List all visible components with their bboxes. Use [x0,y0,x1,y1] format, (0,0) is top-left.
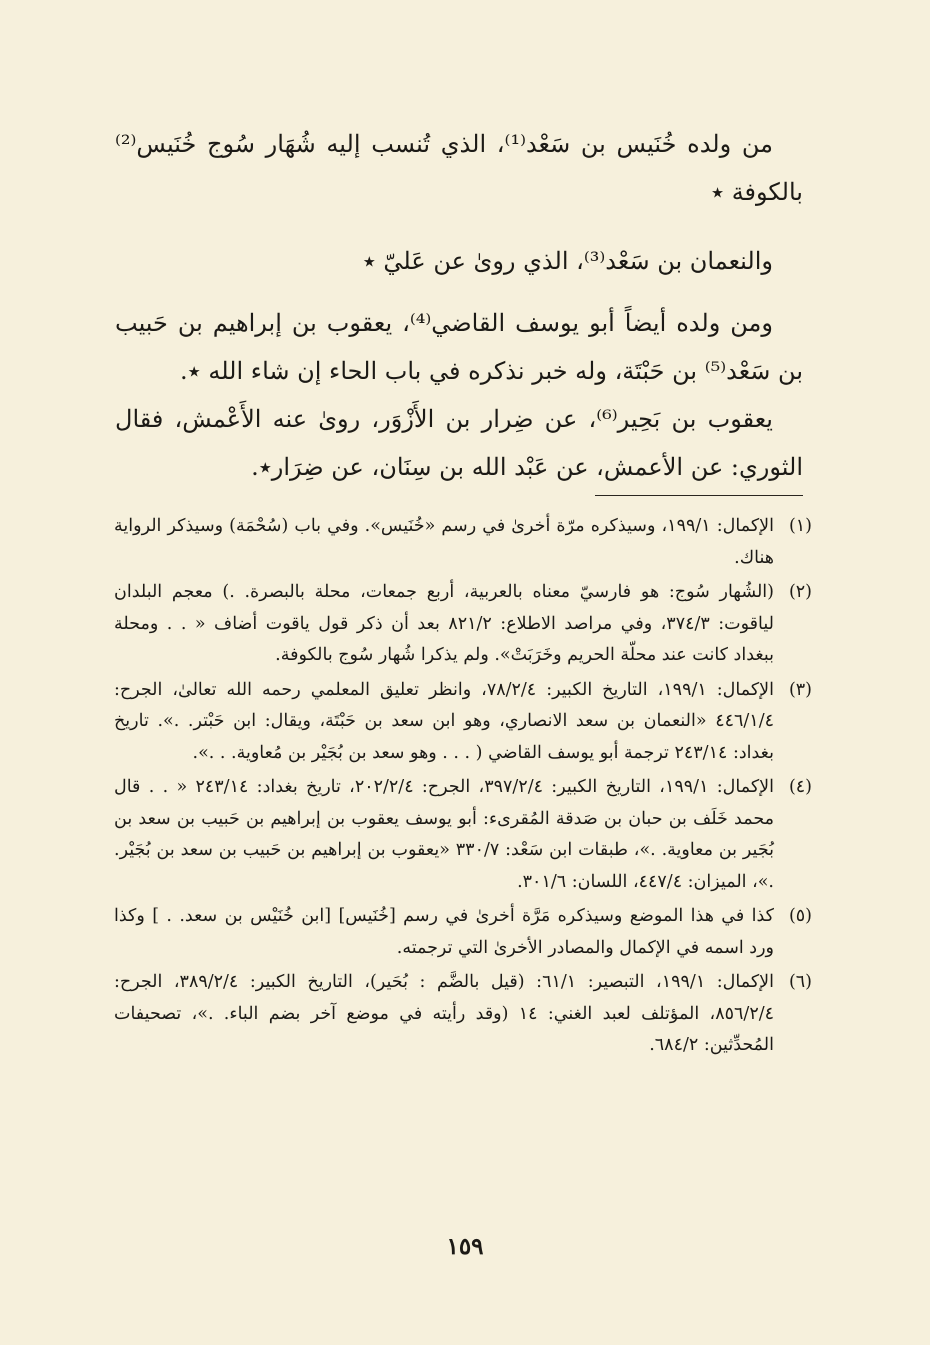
footnote-3 [114,675,812,770]
footnote-number: (١) [788,516,812,536]
paragraph-text: ومن ولده أيضاً أبو يوسف القاضي⁽⁴⁾، يعقوب بن إبراهيم بن حَبيب بن سَعْد⁽⁵⁾ بن حَبْتَة، وله خبر نذكره في باب الحاء إن شاء الله ٭. [115,309,803,385]
footnote-2 [114,577,812,672]
main-paragraph-4 [115,395,803,491]
main-paragraph-2 [115,237,803,285]
footnotes-section [114,511,812,1065]
footnote-text: الإكمال: ١٩٩/١، وسيذكره مرّة أخرىٰ في رسم «خُنَيس». وفي باب (سُحْمَة) وسيذكر الرواية هناك. [114,516,774,568]
footnote-1 [114,511,812,574]
main-paragraph-3 [115,299,803,395]
footnote-text: الإكمال: ١٩٩/١، التاريخ الكبير: ٧٨/٢/٤، وانظر تعليق المعلمي رحمه الله تعالىٰ، الجرح: ٤٤٦/١/٤ «النعمان بن سعد الانصاري، وهو ابن سعد بن حَبْتَة، ويقال: ابن حَبْتر. .». تاريخ بغداد: ٢٤٣/١٤ ترجمة أبو يوسف القاضي ( . . . وهو سعد بن بُجَيْر بن مُعاوية. . .». [114,679,775,763]
footnote-separator [595,495,803,496]
paragraph-text: يعقوب بن بَحِير⁽⁶⁾، عن ضِرار بن الأَزْوَر، روىٰ عنه الأَعْمش، فقال الثوري: عن الأعمش، عن عَبْد الله بن سِنَان، عن ضِرَار٭. [115,405,803,481]
main-paragraph-1 [115,120,803,216]
footnote-number: (٥) [788,906,812,926]
footnote-4 [114,772,812,898]
footnote-text: (الشُهار سُوج: هو فارسيّ معناه بالعربية، أربع جمعات، محلة بالبصرة. .) معجم البلدان لياقوت: ٣٧٤/٣، وفي مراصد الاطلاع: ٨٢١/٢ بعد أن ذكر قول ياقوت أضاف « . . ومحلة ببغداد كانت عند محلّة الحريم وخَرَبَتْ». ولم يذكرا شُهار سُوج بالكوفة. [114,582,774,665]
paragraph-text: والنعمان بن سَعْد⁽³⁾، الذي روىٰ عن عَليّ ٭ [362,247,773,275]
footnote-number: (٤) [788,777,812,797]
paragraph-text: من ولده خُنَيس بن سَعْد⁽¹⁾، الذي تُنسب إليه شُهَار سُوج خُنَيس⁽²⁾ بالكوفة ٭ [115,130,803,206]
footnote-5 [114,901,812,964]
footnote-6 [114,967,812,1062]
footnote-text: الإكمال: ١٩٩/١، التاريخ الكبير: ٣٩٧/٢/٤، الجرح: ٢٠٢/٢/٤، تاريخ بغداد: ٢٤٣/١٤ « . . قال محمد خَلَف بن حبان بن صَدقة المُقرىء: أبو يوسف يعقوب بن إبراهيم بن حَبيب بن سعد بن بُجَير بن معاوية. .»، طبقات ابن سَعْد: ٣٣٠/٧ «يعقوب بن إبراهيم بن حَبيب بن سعد بن بُجَيْر. .»، الميزان: ٤٤٧/٤، اللسان: ٣٠١/٦. [114,777,775,892]
footnote-text: الإكمال: ١٩٩/١، التبصير: ٦١/١: (قيل بالضَّم : بُحَير)، التاريخ الكبير: ٣٨٩/٢/٤، الجرح: ٨٥٦/٢/٤، المؤتلف لعبد الغني: ١٤ (وقد رأيته في موضع آخر بضم الباء. .»، تصحيفات المُحدِّثين: ٦٨٤/٢. [114,972,775,1055]
footnote-text: كذا في هذا الموضع وسيذكره مَرَّة أخرىٰ في رسم [خُنَيس] [ابن خُنَيْس بن سعد. . ] وكذا ورد اسمه في الإكمال والمصادر الأخرىٰ التي ترجمته. [114,906,774,958]
page-number: ١٥٩ [446,1233,484,1260]
footnote-number: (٦) [788,972,812,992]
footnote-number: (٢) [788,582,812,602]
footnote-number: (٣) [788,679,812,700]
